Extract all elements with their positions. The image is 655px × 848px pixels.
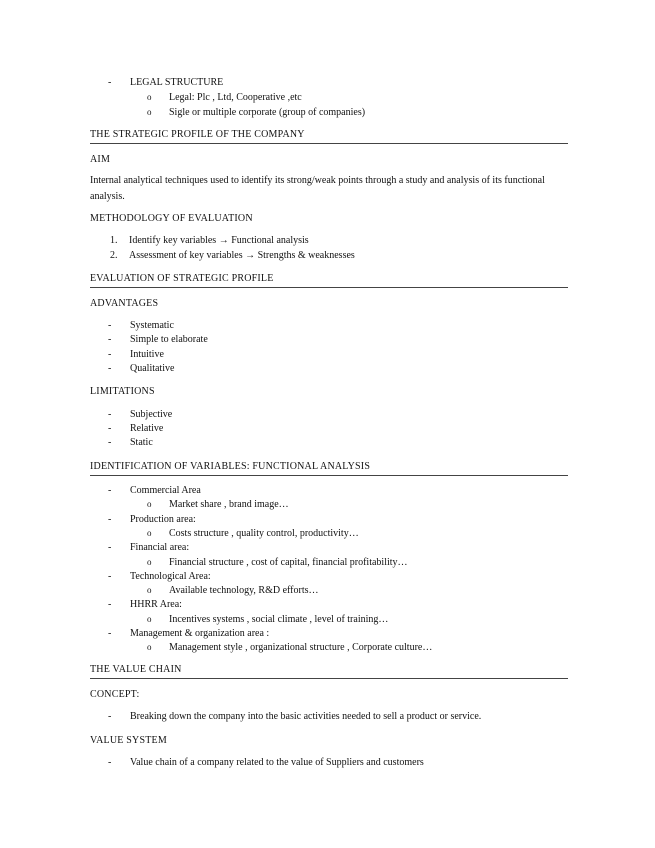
- dash-bullet: -: [108, 571, 112, 582]
- item-text: Identify key variables → Functional analysis: [129, 235, 309, 246]
- aim-heading: AIM: [90, 154, 111, 165]
- aim-paragraph: Internal analytical techniques used to identify its strong/weak points through a study and analysis of its functional analysis.: [90, 175, 545, 202]
- methodology-heading: METHODOLOGY OF EVALUATION: [90, 213, 253, 224]
- advantage-text: Intuitive: [130, 349, 164, 360]
- area-label: Financial area:: [130, 542, 190, 553]
- area-label: Management & organization area :: [130, 628, 270, 639]
- dash-bullet: -: [108, 599, 112, 610]
- item-number: 2.: [110, 250, 118, 261]
- dash-bullet: -: [108, 363, 112, 374]
- area-label: Technological Area:: [130, 571, 211, 582]
- dash-bullet: -: [108, 542, 112, 553]
- dash-bullet: -: [108, 628, 112, 639]
- advantages-heading: ADVANTAGES: [90, 298, 159, 309]
- limitation-text: Subjective: [130, 409, 173, 420]
- limitations-heading: LIMITATIONS: [90, 386, 155, 397]
- legal-sub-text: Legal: Plc , Ltd, Cooperative ,etc: [169, 92, 302, 103]
- dash-bullet: -: [108, 711, 112, 722]
- dash-bullet: -: [108, 437, 112, 448]
- area-label: Production area:: [130, 514, 196, 525]
- area-label: HHRR Area:: [130, 599, 182, 610]
- dash-bullet: -: [108, 409, 112, 420]
- circle-bullet: o: [147, 642, 152, 652]
- dash-bullet: -: [108, 757, 112, 768]
- dash-bullet: -: [108, 423, 112, 434]
- concept-text: Breaking down the company into the basic activities needed to sell a product or service.: [130, 711, 482, 722]
- circle-bullet: o: [147, 499, 152, 509]
- circle-bullet: o: [147, 557, 152, 567]
- evaluation-heading: EVALUATION OF STRATEGIC PROFILE: [90, 272, 568, 288]
- area-sub-text: Market share , brand image…: [169, 499, 289, 510]
- dash-bullet: -: [108, 77, 112, 88]
- advantage-text: Qualitative: [130, 363, 175, 374]
- dash-bullet: -: [108, 349, 112, 360]
- circle-bullet: o: [147, 585, 152, 595]
- item-text: Assessment of key variables → Strengths & weaknesses: [129, 250, 355, 261]
- dash-bullet: -: [108, 514, 112, 525]
- area-sub-text: Financial structure , cost of capital, financial profitability…: [169, 557, 408, 568]
- circle-bullet: o: [147, 107, 152, 117]
- value-chain-heading: THE VALUE CHAIN: [90, 663, 568, 679]
- legal-sub-text: Sigle or multiple corporate (group of companies): [169, 107, 366, 118]
- area-sub-text: Available technology, R&D efforts…: [169, 585, 319, 596]
- concept-heading: CONCEPT:: [90, 689, 140, 700]
- area-sub-text: Costs structure , quality control, productivity…: [169, 528, 359, 539]
- dash-bullet: -: [108, 320, 112, 331]
- area-sub-text: Incentives systems , social climate , level of training…: [169, 614, 389, 625]
- dash-bullet: -: [108, 334, 112, 345]
- value-system-text: Value chain of a company related to the value of Suppliers and customers: [130, 757, 424, 768]
- item-number: 1.: [110, 235, 118, 246]
- advantage-text: Simple to elaborate: [130, 334, 208, 345]
- advantage-text: Systematic: [130, 320, 174, 331]
- limitation-text: Relative: [130, 423, 164, 434]
- dash-bullet: -: [108, 485, 112, 496]
- value-system-heading: VALUE SYSTEM: [90, 735, 167, 746]
- strategic-profile-heading: THE STRATEGIC PROFILE OF THE COMPANY: [90, 128, 568, 144]
- circle-bullet: o: [147, 528, 152, 538]
- identification-heading: IDENTIFICATION OF VARIABLES: FUNCTIONAL ANALYSIS: [90, 460, 568, 476]
- area-sub-text: Management style , organizational structure , Corporate culture…: [169, 642, 433, 653]
- area-label: Commercial Area: [130, 485, 201, 496]
- circle-bullet: o: [147, 614, 152, 624]
- limitation-text: Static: [130, 437, 153, 448]
- legal-structure-label: LEGAL STRUCTURE: [130, 77, 224, 88]
- circle-bullet: o: [147, 92, 152, 102]
